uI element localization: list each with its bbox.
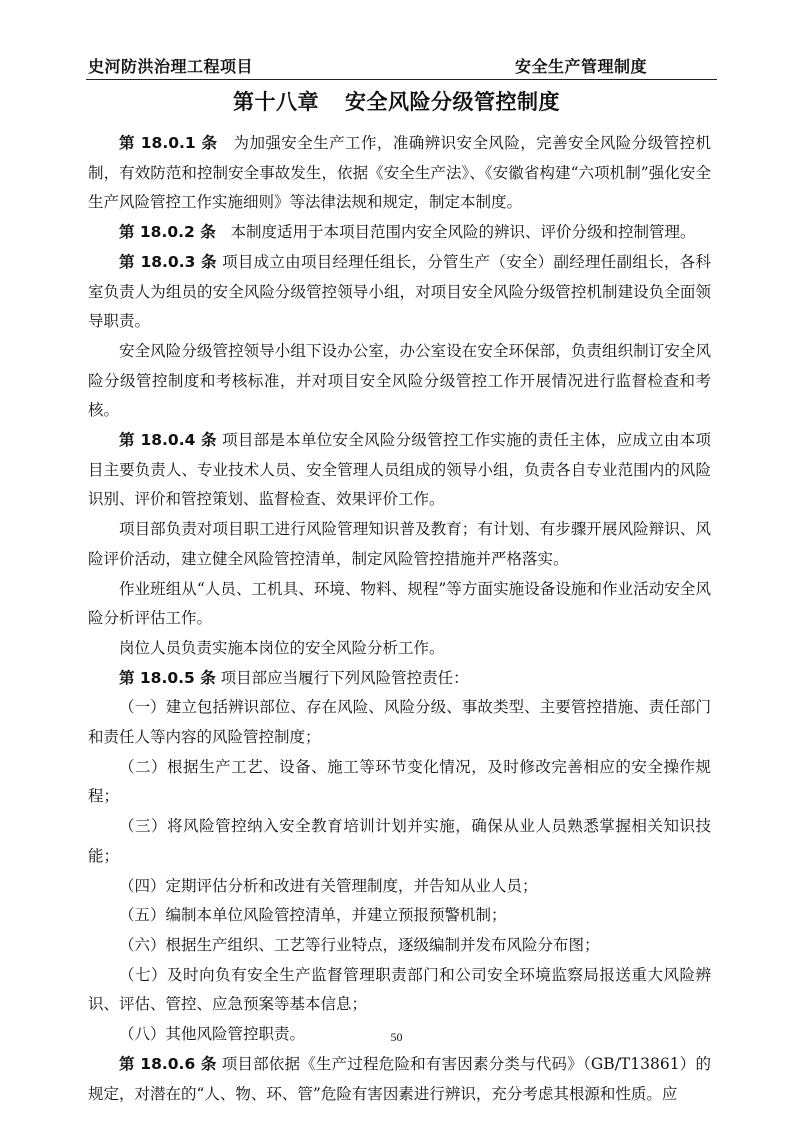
document-body [88,129,711,1109]
article-number: 第 18.0.4 条 [119,431,217,450]
paragraph [88,515,711,574]
article-number: 第 18.0.3 条 [119,252,217,271]
paragraph-text: 为加强安全生产工作，准确辨识安全风险，完善安全风险分级管控机制，有效防范和控制安全事故发生，依据《安全生产法》、《安徽省构建“六项机制”强化安全生产风险管控工作实施细则》等法律法规和规定，制定本制度。 [88,134,711,212]
header-rule [86,79,717,80]
paragraph-text: 项目部应当履行下列风险管控责任： [220,668,469,687]
list-item [88,753,711,812]
paragraph-text: 项目成立由项目经理任组长，分管生产（安全）副经理任副组长，各科室负责人为组员的安全风险分级管控领导小组，对项目安全风险分级管控机制建设负全面领导职责。 [88,252,711,331]
paragraph-text: 作业班组从“人员、工机具、环境、物料、规程”等方面实施设备设施和作业活动安全风险分析评估工作。 [88,579,711,628]
paragraph-text: （四）定期评估分析和改进有关管理制度，并告知从业人员； [119,876,538,895]
paragraph-text: （七）及时向负有安全生产监督管理职责部门和公司安全环境监察局报送重大风险辨识、评估、管控、应急预案等基本信息； [88,965,711,1014]
paragraph [88,218,711,248]
header-project-name: 史河防洪治理工程项目 [88,57,254,76]
paragraph-text: （八）其他风险管控职责。 [119,1025,306,1044]
paragraph [88,664,711,694]
paragraph-text: （六）根据生产组织、工艺等行业特点，逐级编制并发布风险分布图； [119,935,600,954]
article-number: 第 18.0.6 条 [119,1054,217,1073]
list-item [88,901,711,931]
chapter-number: 第十八章 [233,90,319,114]
paragraph-text: 项目部负责对项目职工进行风险管理知识普及教育；有计划、有步骤开展风险辩识、风险评价活动，建立健全风险管控清单，制定风险管控措施并严格落实。 [88,520,711,568]
paragraph [88,129,711,218]
list-item [88,693,711,752]
paragraph-text: （三）将风险管控纳入安全教育培训计划并实施，确保从业人员熟悉掌握相关知识技能； [88,817,711,865]
article-number: 第 18.0.5 条 [119,668,216,687]
article-number: 第 18.0.2 条 [119,223,216,242]
paragraph-text: 岗位人员负责实施本岗位的安全风险分析工作。 [119,638,445,657]
list-item [88,961,711,1020]
paragraph-text: 项目部是本单位安全风险分级管控工作实施的责任主体，应成立由本项目主要负责人、专业技术人员、安全管理人员组成的领导小组，负责各自专业范围内的风险识别、评价和管控策划、监督检查、效果评价工作。 [88,431,711,509]
paragraph-text: 项目部依据《生产过程危险和有害因素分类与代码》（GB/T13861）的规定，对潜在的“人、物、环、管”危险有害因素进行辨识，充分考虑其根源和性质。应 [88,1054,711,1103]
list-item [88,931,711,961]
chapter-name: 安全风险分级管控制度 [345,90,560,114]
article-number: 第 18.0.1 条 [119,134,218,152]
page-number: 50 [390,1030,403,1044]
paragraph [88,575,711,634]
list-item [88,872,711,902]
paragraph [88,426,711,515]
paragraph [88,634,711,664]
paragraph-text: 本制度适用于本项目范围内安全风险的辨识、评价分级和控制管理。 [230,223,696,242]
paragraph-text: （二）根据生产工艺、设备、施工等环节变化情况，及时修改完善相应的安全操作规程； [88,757,711,806]
header-document-name: 安全生产管理制度 [515,57,648,76]
paragraph [88,1050,711,1109]
paragraph-text: 安全风险分级管控领导小组下设办公室，办公室设在安全环保部，负责组织制订安全风险分级管控制度和考核标准，并对项目安全风险分级管控工作开展情况进行监督检查和考核。 [88,341,711,420]
list-item [88,812,711,871]
paragraph-text: （一）建立包括辨识部位、存在风险、风险分级、事故类型、主要管控措施、责任部门和责任人等内容的风险管控制度； [88,698,711,747]
paragraph-text: （五）编制本单位风险管控清单，并建立预报预警机制； [119,906,507,925]
page-header [88,54,715,76]
chapter-title [0,86,793,116]
paragraph [88,248,711,337]
paragraph [88,337,711,426]
